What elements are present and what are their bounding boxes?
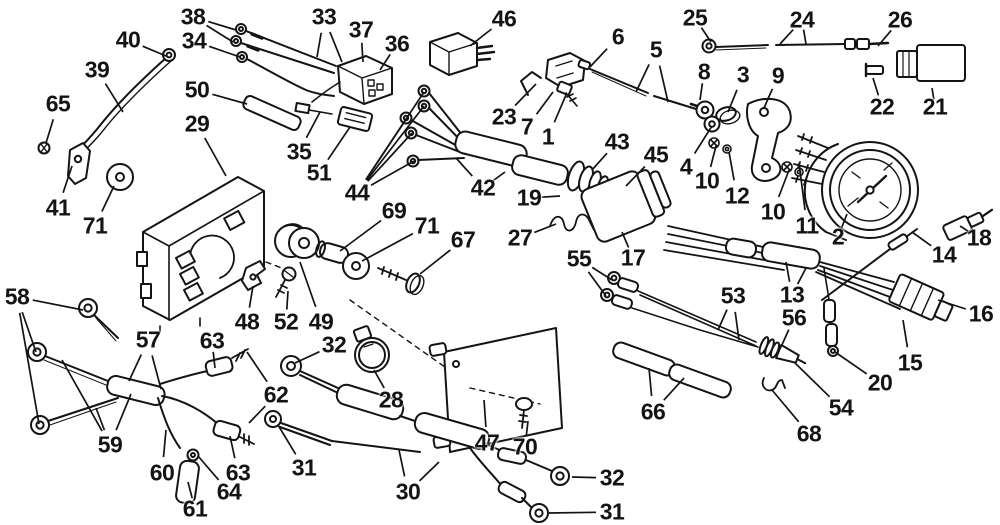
callout-23: 23 [491,103,517,130]
callout-6: 6 [611,23,625,50]
callout-2: 2 [831,223,845,250]
callout-50: 50 [184,76,210,103]
callout-53: 53 [720,282,746,309]
callout-68: 68 [796,420,822,447]
callout-51: 51 [306,159,332,186]
callout-54: 54 [828,394,854,421]
callout-18: 18 [966,224,992,251]
callout-64: 64 [216,478,242,505]
callout-21: 21 [922,93,948,120]
callout-29: 29 [184,110,210,137]
callout-27: 27 [507,224,533,251]
callout-22: 22 [869,93,895,120]
callout-46: 46 [491,5,517,32]
callout-44: 44 [344,179,370,206]
callout-17: 17 [620,244,646,271]
callout-57: 57 [135,326,161,353]
callout-16: 16 [968,300,994,327]
callout-1: 1 [541,123,555,150]
callout-37: 37 [348,16,374,43]
callout-36: 36 [384,30,410,57]
callout-55: 55 [566,245,592,272]
callout-69: 69 [381,197,407,224]
callout-12: 12 [724,182,750,209]
callout-26: 26 [887,6,913,33]
callout-43: 43 [604,128,630,155]
callout-41: 41 [45,194,71,221]
callout-42: 42 [470,174,496,201]
callout-47: 47 [474,429,500,456]
callout-4: 4 [679,153,693,180]
callout-30: 30 [395,478,421,505]
callout-60: 60 [149,459,175,486]
callout-40: 40 [115,26,141,53]
callout-71a: 71 [82,212,108,239]
callout-7: 7 [520,113,534,140]
callout-38: 38 [180,3,206,30]
callout-58: 58 [4,283,30,310]
callout-62: 62 [263,381,289,408]
callout-34: 34 [181,27,207,54]
callout-71b: 71 [414,212,440,239]
callout-31a: 31 [291,454,317,481]
callout-33: 33 [311,3,337,30]
callout-65: 65 [45,90,71,117]
callout-67: 67 [450,226,476,253]
callout-35: 35 [286,138,312,165]
callout-59: 59 [97,431,123,458]
callout-5: 5 [649,36,663,63]
callout-28: 28 [378,386,404,413]
callout-31b: 31 [599,498,625,525]
callout-3: 3 [736,61,750,88]
callout-45: 45 [643,141,669,168]
callout-66: 66 [640,398,666,425]
callout-61: 61 [182,495,208,522]
callout-48: 48 [234,308,260,335]
callout-15: 15 [897,349,923,376]
callout-10a: 10 [694,167,720,194]
callout-10b: 10 [760,198,786,225]
callout-32b: 32 [599,464,625,491]
callout-14: 14 [931,241,957,268]
callout-19: 19 [516,184,542,211]
callout-63b: 63 [225,459,251,486]
callout-56: 56 [781,304,807,331]
callout-9: 9 [771,62,785,89]
callout-25: 25 [682,4,708,31]
callout-13: 13 [779,281,805,308]
callout-32a: 32 [321,331,347,358]
callout-39: 39 [84,56,110,83]
callout-20: 20 [867,369,893,396]
callout-63a: 63 [199,327,225,354]
callout-49: 49 [308,308,334,335]
callout-52: 52 [273,308,299,335]
callout-24: 24 [789,6,815,33]
callout-70: 70 [512,433,538,460]
callout-8: 8 [697,58,711,85]
callout-11: 11 [795,212,819,239]
